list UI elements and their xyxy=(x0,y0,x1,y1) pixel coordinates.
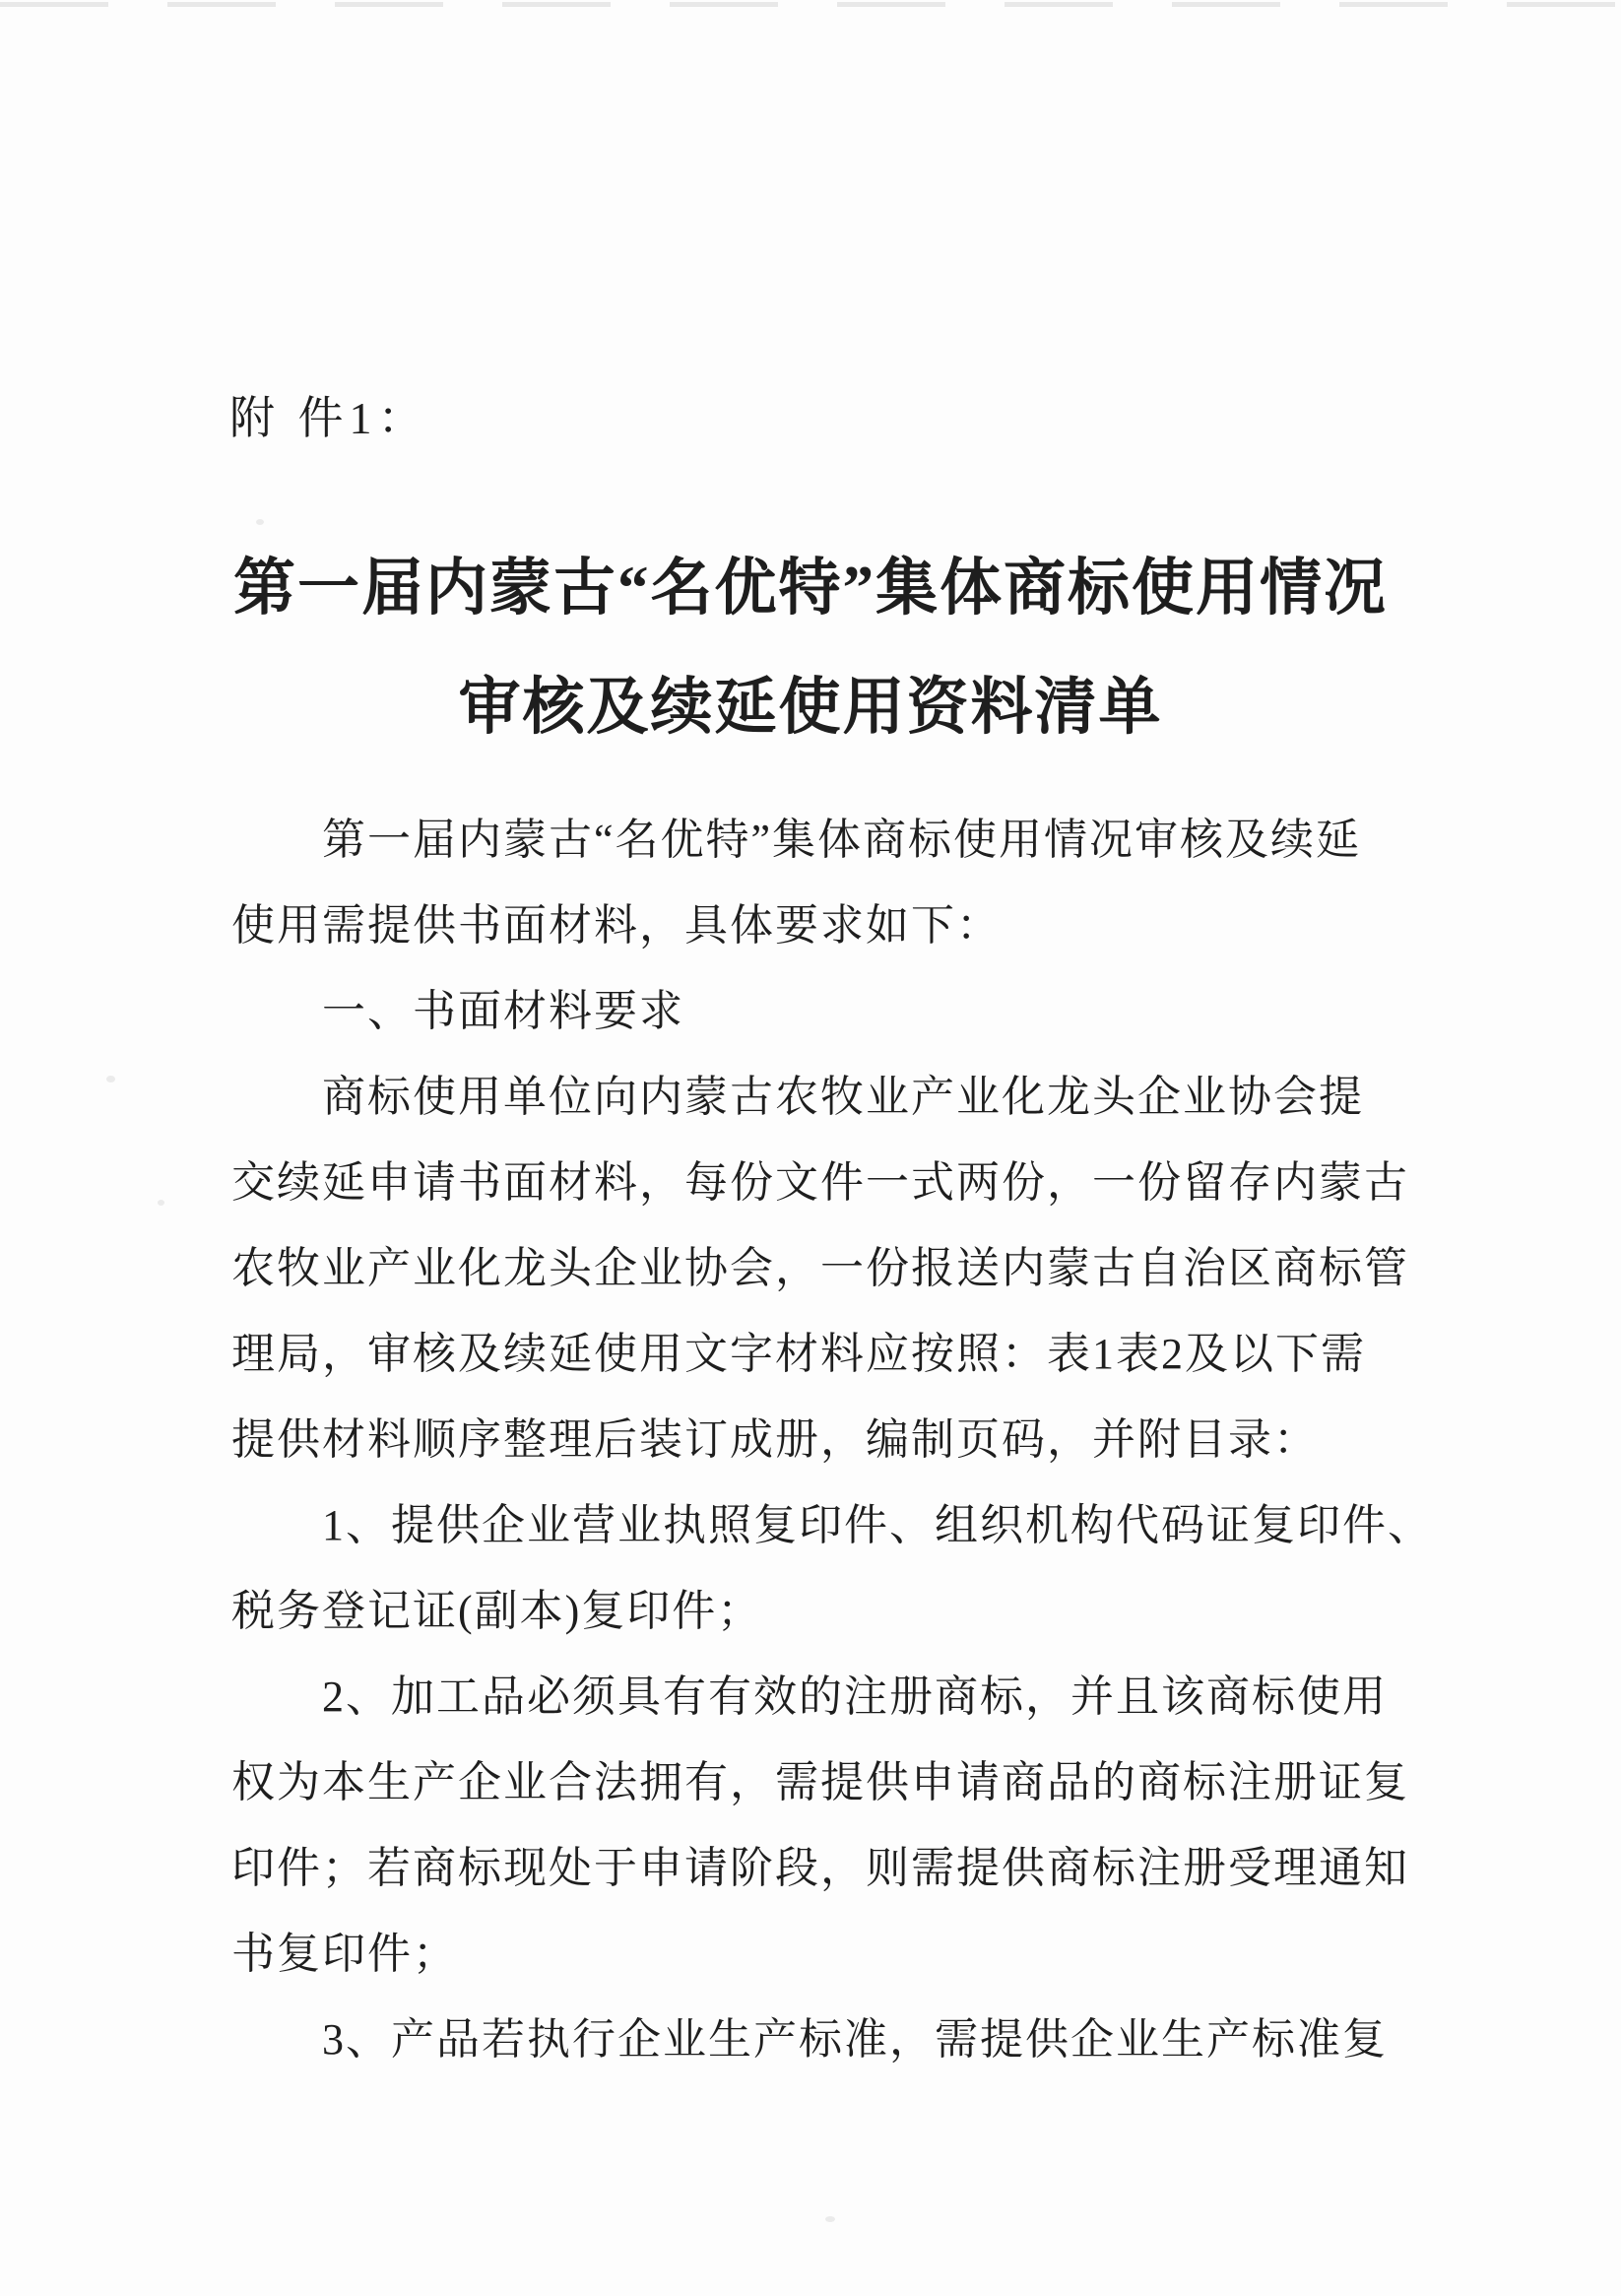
scan-speck xyxy=(106,1076,115,1082)
paragraph-5-line-1: 2、加工品必须具有有效的注册商标，并且该商标使用 xyxy=(322,1673,1388,1721)
paragraph-5-line-2: 权为本生产企业合法拥有，需提供申请商品的商标注册证复 xyxy=(231,1758,1409,1806)
paragraph-3-line-4: 理局，审核及续延使用文字材料应按照：表1表2及以下需 xyxy=(231,1330,1366,1378)
scan-speck xyxy=(825,2216,835,2222)
scan-speck xyxy=(256,519,264,525)
title-line-2: 审核及续延使用资料清单 xyxy=(458,673,1163,742)
paragraph-3-line-2: 交续延申请书面材料，每份文件一式两份，一份留存内蒙古 xyxy=(231,1158,1409,1207)
paragraph-3-line-3: 农牧业产业化龙头企业协会，一份报送内蒙古自治区商标管 xyxy=(231,1244,1409,1292)
paragraph-5-line-4: 书复印件； xyxy=(231,1930,458,1978)
attachment-label: 附 件1： xyxy=(229,393,429,443)
paragraph-1-line-1: 第一届内蒙古“名优特”集体商标使用情况审核及续延 xyxy=(322,816,1362,864)
paragraph-1-line-2: 使用需提供书面材料，具体要求如下： xyxy=(231,901,1002,950)
paragraph-4-line-2: 税务登记证(副本)复印件； xyxy=(231,1587,763,1635)
document-title xyxy=(0,529,1621,767)
paragraph-5-line-3: 印件；若商标现处于申请阶段，则需提供商标注册受理通知 xyxy=(231,1844,1409,1892)
paragraph-3-line-1: 商标使用单位向内蒙古农牧业产业化龙头企业协会提 xyxy=(322,1073,1364,1121)
paragraph-3-line-5: 提供材料顺序整理后装订成册，编制页码，并附目录： xyxy=(231,1415,1319,1464)
paragraph-6-line-1: 3、产品若执行企业生产标准，需提供企业生产标准复 xyxy=(322,2015,1388,2064)
scan-edge-artifact xyxy=(0,2,1621,7)
document-body xyxy=(231,797,1433,2082)
title-line-1: 第一届内蒙古“名优特”集体商标使用情况 xyxy=(233,554,1388,623)
paragraph-2-line-1: 一、书面材料要求 xyxy=(322,987,684,1035)
scan-speck xyxy=(158,1200,164,1206)
paragraph-4-line-1: 1、提供企业营业执照复印件、组织机构代码证复印件、 xyxy=(322,1501,1433,1549)
